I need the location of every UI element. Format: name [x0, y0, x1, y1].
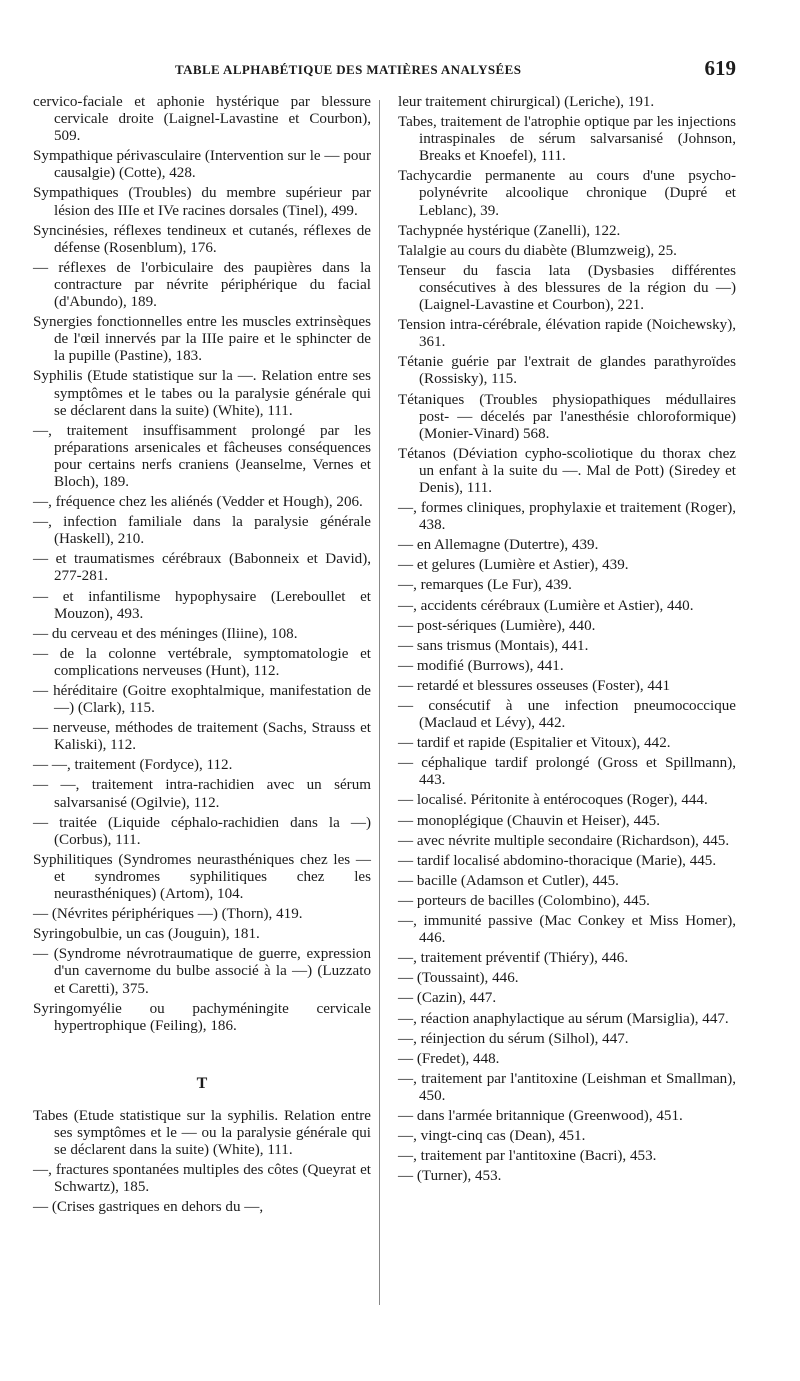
index-entry: — tardif localisé abdomino-thoracique (Marie), 445. [398, 852, 717, 869]
index-entry: — porteurs de bacilles (Colombino), 445. [398, 892, 650, 909]
index-entry: Syphilitiques (Syndromes neurasthéniques chez les — et syndromes syphilitiques chez les neurasthéniques) (Artom), 104. [33, 851, 371, 903]
index-entry: Sympathiques (Troubles) du membre supérieur par lésion des IIIe et IVe racines dorsales (Tinel), 499. [33, 185, 371, 219]
index-entry: —, fréquence chez les aliénés (Vedder et Hough), 206. [33, 494, 363, 511]
index-entry: — réflexes de l'orbiculaire des paupières dans la contracture par névrite périphérique du facial (d'Abundo), 189. [33, 259, 371, 311]
index-entry: — tardif et rapide (Espitalier et Vitoux), 442. [398, 735, 671, 752]
index-entry: — (Névrites périphériques —) (Thorn), 419. [33, 906, 303, 923]
index-entry: — (Turner), 453. [398, 1168, 502, 1185]
index-entry: Tétaniques (Troubles physiopathiques médullaires post- — décelés par l'anesthésie chloroformique) (Monier-Vinard) 568. [398, 391, 736, 442]
left-column [33, 94, 371, 1219]
index-entry: — monoplégique (Chauvin et Heiser), 445. [398, 812, 660, 829]
index-entry: — (Cazin), 447. [398, 990, 497, 1007]
index-entry: — et gelures (Lumière et Astier), 439. [398, 557, 629, 574]
running-title: TABLE ALPHABÉTIQUE DES MATIÈRES ANALYSÉES [175, 62, 522, 77]
index-entry: Talalgie au cours du diabète (Blumzweig), 25. [398, 242, 677, 259]
index-entry: — modifié (Burrows), 441. [398, 657, 564, 674]
index-entry: —, fractures spontanées multiples des côtes (Queyrat et Schwartz), 185. [33, 1162, 371, 1196]
index-entry: Sympathique périvasculaire (Intervention sur le — pour causalgie) (Cotte), 428. [33, 148, 371, 182]
right-column [398, 94, 736, 1188]
index-entry: Tachycardie permanente au cours d'une psycho-polynévrite alcoolique chronique (Dupré et Leblanc), 39. [398, 168, 736, 219]
index-entry: — héréditaire (Goitre exophtalmique, manifestation de —) (Clark), 115. [33, 683, 371, 717]
index-entry: — —, traitement intra-rachidien avec un sérum salvarsanisé (Ogilvie), 112. [33, 777, 371, 811]
column-divider [379, 100, 380, 1305]
index-entry: Tachypnée hystérique (Zanelli), 122. [398, 222, 621, 239]
index-entry: — bacille (Adamson et Cutler), 445. [398, 872, 619, 889]
index-entry: — de la colonne vertébrale, symptomatologie et complications nerveuses (Hunt), 112. [33, 645, 371, 679]
index-entry: — —, traitement (Fordyce), 112. [33, 757, 233, 774]
page-header [40, 50, 740, 90]
index-entry: Tabes (Etude statistique sur la syphilis. Relation entre ses symptômes et le — ou la paralysie générale qui se déclarent dans la suite) (White), 111. [33, 1107, 371, 1159]
index-entry: leur traitement chirurgical) (Leriche), 191. [398, 94, 655, 110]
index-entry: Tétanos (Déviation cypho-scoliotique du thorax chez un enfant à la suite du —. Mal de Pott) (Siredey et Denis), 111. [398, 445, 736, 496]
index-entry: — avec névrite multiple secondaire (Richardson), 445. [398, 832, 730, 849]
index-entry: Syncinésies, réflexes tendineux et cutanés, réflexes de défense (Rosenblum), 176. [33, 222, 371, 256]
index-entry: — traitée (Liquide céphalo-rachidien dans la —) (Corbus), 111. [33, 814, 371, 848]
index-entry: —, réinjection du sérum (Silhol), 447. [398, 1030, 629, 1047]
index-entry: —, traitement par l'antitoxine (Bacri), 453. [398, 1148, 657, 1165]
index-entry: —, réaction anaphylactique au sérum (Marsiglia), 447. [398, 1010, 729, 1027]
index-entry: — retardé et blessures osseuses (Foster), 441 [398, 677, 671, 694]
index-entry: — (Syndrome névrotraumatique de guerre, expression d'un cavernome du bulbe associé à la —) (Luzzato et Caretti), 375. [33, 946, 371, 997]
index-entry: — nerveuse, méthodes de traitement (Sachs, Strauss et Kaliski), 112. [33, 720, 371, 754]
index-entry: —, remarques (Le Fur), 439. [398, 577, 572, 594]
index-entry: — dans l'armée britannique (Greenwood), 451. [398, 1107, 683, 1124]
index-entry: — consécutif à une infection pneumococcique (Maclaud et Lévy), 442. [398, 698, 736, 732]
index-entry: Synergies fonctionnelles entre les muscles extrinsèques de l'œil innervés par la IIIe paire et le sphincter de la pupille (Pastine), 183. [33, 314, 371, 365]
index-entry: — (Fredet), 448. [398, 1050, 500, 1067]
index-entry: Tabes, traitement de l'atrophie optique par les injections intraspinales de sérum salvarsanisé (Johnson, Breaks et Knoefel), 111. [398, 114, 736, 165]
index-entry: —, traitement préventif (Thiéry), 446. [398, 950, 629, 967]
index-entry: cervico-faciale et aphonie hystérique par blessure cervicale droite (Laignel-Lavastine et Courbon), 509. [33, 94, 371, 145]
index-entry: Tétanie guérie par l'extrait de glandes parathyroïdes (Rossisky), 115. [398, 354, 736, 388]
index-entry: —, immunité passive (Mac Conkey et Miss Homer), 446. [398, 913, 736, 947]
index-entry: —, infection familiale dans la paralysie générale (Haskell), 210. [33, 514, 371, 548]
index-entry: —, traitement insuffisamment prolongé par les préparations arsenicales et fâcheuses conséquences pour certains nerfs craniens (Jeanselme, Vernes et Bloch), 189. [33, 422, 371, 490]
index-entry: —, traitement par l'antitoxine (Leishman et Smallman), 450. [398, 1070, 736, 1104]
index-entry: — localisé. Péritonite à entérocoques (Roger), 444. [398, 792, 708, 809]
index-entry: — en Allemagne (Dutertre), 439. [398, 537, 599, 554]
index-entry: — (Toussaint), 446. [398, 970, 519, 987]
index-entry: — (Crises gastriques en dehors du —, [33, 1199, 264, 1216]
index-entry: —, vingt-cinq cas (Dean), 451. [398, 1128, 586, 1145]
index-entry: — du cerveau et des méninges (Iliine), 108. [33, 625, 298, 642]
index-entry: — céphalique tardif prolongé (Gross et Spillmann), 443. [398, 755, 736, 789]
index-entry: Tension intra-cérébrale, élévation rapide (Noichewsky), 361. [398, 317, 736, 351]
section-letter: T [196, 1074, 208, 1092]
index-entry: —, formes cliniques, prophylaxie et traitement (Roger), 438. [398, 500, 736, 534]
index-entry: — post-sériques (Lumière), 440. [398, 617, 596, 634]
index-entry: Syringomyélie ou pachyméningite cervicale hypertrophique (Feiling), 186. [33, 1000, 371, 1034]
index-entry: — sans trismus (Montais), 441. [398, 637, 589, 654]
page-number: 619 [704, 56, 736, 80]
index-entry: — et traumatismes cérébraux (Babonneix et David), 277-281. [33, 551, 371, 585]
index-entry: Tenseur du fascia lata (Dysbasies différentes consécutives à des blessures de la région du —) (Laignel-Lavastine et Courbon), 221. [398, 262, 736, 314]
index-entry: —, accidents cérébraux (Lumière et Astier), 440. [398, 597, 694, 614]
index-entry: — et infantilisme hypophysaire (Lereboullet et Mouzon), 493. [33, 588, 371, 622]
index-entry: Syphilis (Etude statistique sur la —. Relation entre ses symptômes et le tabes ou la paralysie générale qui se déclarent dans la suite) (White), 111. [33, 368, 371, 419]
index-entry: Syringobulbie, un cas (Jouguin), 181. [33, 926, 260, 943]
